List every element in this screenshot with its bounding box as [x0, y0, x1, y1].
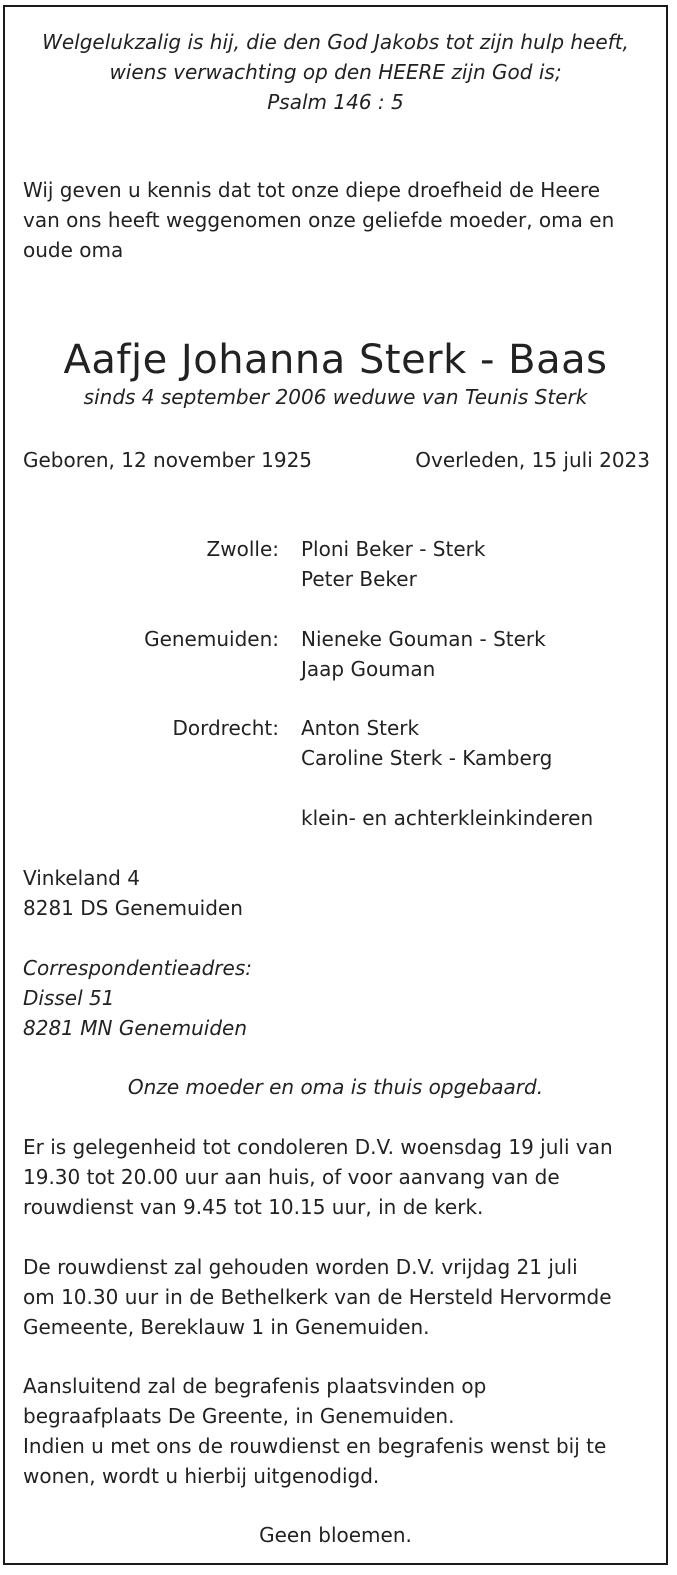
grandchildren: klein- en achterkleinkinderen	[301, 806, 594, 830]
family-member: Jaap Gouman	[301, 657, 436, 681]
family-place: Dordrecht:	[172, 716, 279, 740]
burial-line: Aansluitend zal de begrafenis plaatsvinden op	[23, 1374, 487, 1398]
verse-line-2: wiens verwachting op den HEERE zijn God is;	[109, 60, 562, 84]
family-place: Zwolle:	[206, 537, 279, 561]
family-member: Ploni Beker - Sterk	[301, 537, 486, 561]
birth-date: Geboren, 12 november 1925	[23, 448, 313, 472]
service-line: om 10.30 uur in de Bethelkerk van de Hersteld Hervormde	[23, 1285, 612, 1309]
condolence-line: Er is gelegenheid tot condoleren D.V. woensdag 19 juli van	[23, 1135, 613, 1159]
family-member: Nieneke Gouman - Sterk	[301, 627, 546, 651]
family-member: Anton Sterk	[301, 716, 420, 740]
announcement-line: van ons heeft weggenomen onze geliefde moeder, oma en	[23, 208, 615, 232]
verse-line-1: Welgelukzalig is hij, die den God Jakobs tot zijn hulp heeft,	[42, 30, 629, 54]
verse-reference: Psalm 146 : 5	[267, 90, 404, 114]
laid-out-notice: Onze moeder en oma is thuis opgebaard.	[127, 1075, 544, 1099]
family-member: Peter Beker	[301, 567, 417, 591]
burial-line: Indien u met ons de rouwdienst en begrafenis wenst bij te	[23, 1434, 607, 1458]
obituary-card	[3, 5, 668, 1565]
burial-line: begraafplaats De Greente, in Genemuiden.	[23, 1404, 455, 1428]
correspondence-line: 8281 MN Genemuiden	[23, 1016, 248, 1040]
burial-line: wonen, wordt u hierbij uitgenodigd.	[23, 1464, 380, 1488]
service-line: Gemeente, Bereklauw 1 in Genemuiden.	[23, 1315, 430, 1339]
condolence-line: rouwdienst van 9.45 tot 10.15 uur, in de kerk.	[23, 1195, 484, 1219]
service-line: De rouwdienst zal gehouden worden D.V. vrijdag 21 juli	[23, 1255, 578, 1279]
deceased-name: Aafje Johanna Sterk - Baas	[63, 337, 608, 383]
correspondence-line: Dissel 51	[23, 986, 115, 1010]
home-address-line: 8281 DS Genemuiden	[23, 896, 243, 920]
deceased-subtitle: sinds 4 september 2006 weduwe van Teunis Sterk	[83, 385, 588, 409]
closing-note: Geen bloemen.	[259, 1523, 412, 1547]
home-address-line: Vinkeland 4	[23, 866, 140, 890]
death-date: Overleden, 15 juli 2023	[415, 448, 650, 472]
correspondence-heading: Correspondentieadres:	[23, 956, 252, 980]
announcement-line: oude oma	[23, 238, 124, 262]
family-place: Genemuiden:	[144, 627, 279, 651]
family-member: Caroline Sterk - Kamberg	[301, 746, 553, 770]
announcement-line: Wij geven u kennis dat tot onze diepe droefheid de Heere	[23, 178, 601, 202]
condolence-line: 19.30 tot 20.00 uur aan huis, of voor aanvang van de	[23, 1165, 560, 1189]
